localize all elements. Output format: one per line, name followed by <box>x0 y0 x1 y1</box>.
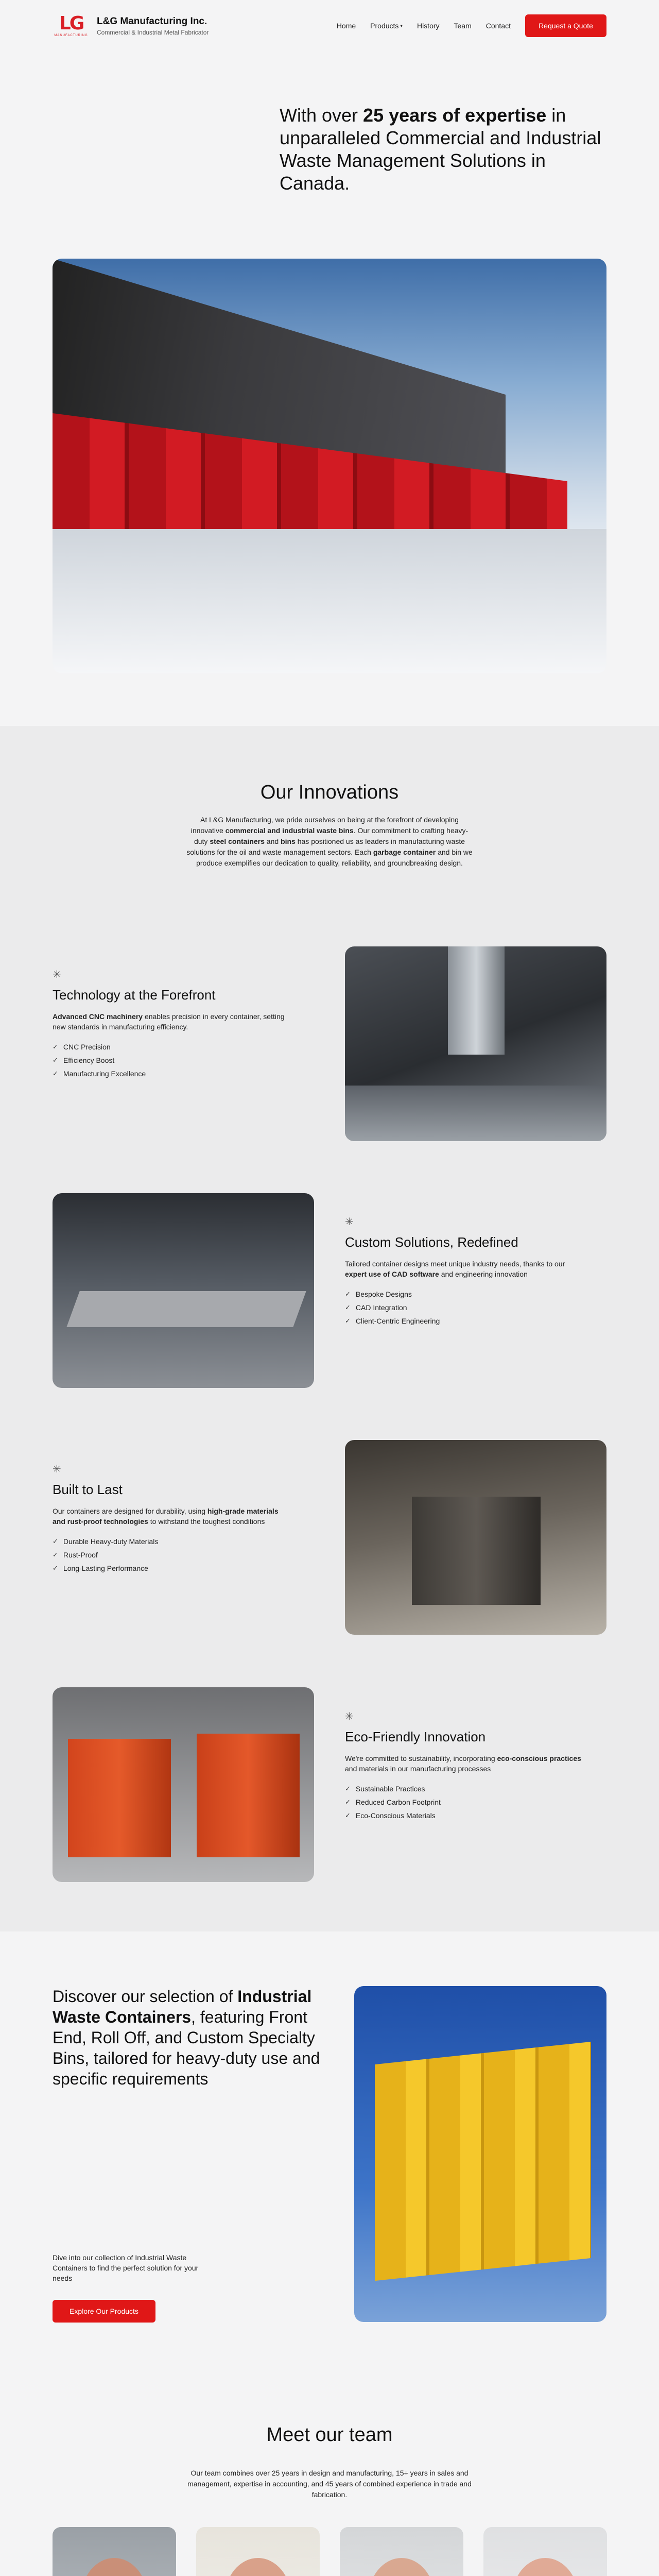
intro-bold: steel containers <box>210 837 265 845</box>
nav-history[interactable] <box>417 22 440 30</box>
feature-list <box>345 1287 582 1328</box>
orange-bins-image <box>53 1687 314 1882</box>
feature-desc-pre: Tailored container designs meet unique industry needs, thanks to our <box>345 1260 565 1268</box>
check-icon: ✓ <box>53 1070 58 1077</box>
check-icon: ✓ <box>53 1056 58 1064</box>
logo-mark: LG <box>59 13 83 34</box>
nav-contact-label: Contact <box>485 22 511 30</box>
feature-desc-bold: expert use of CAD software <box>345 1270 439 1278</box>
list-item-label: Efficiency Boost <box>63 1056 115 1064</box>
list-item <box>345 1809 582 1822</box>
list-item <box>53 1067 289 1080</box>
main-nav <box>337 14 606 37</box>
list-item <box>345 1782 582 1795</box>
nav-team[interactable] <box>454 22 472 30</box>
list-item-label: CAD Integration <box>355 1303 407 1312</box>
orange-bin-right <box>197 1734 300 1857</box>
avatar-head <box>368 2558 435 2576</box>
products-description: Dive into our collection of Industrial Waste Containers to find the perfect solution for your needs <box>53 2253 199 2282</box>
list-item-label: Client-Centric Engineering <box>355 1317 440 1325</box>
avatar <box>196 2527 320 2576</box>
feature-description <box>345 1259 582 1279</box>
hero-text-post: in unparalleled Commercial and Industrial Waste Management Solutions in Canada. <box>280 105 601 194</box>
team-intro: Our team combines over 25 years in design and manufacturing, 15+ years in sales and management, expertise in accounting, and 45 years of combined experience in trade and fabrication. <box>187 2469 472 2499</box>
hero-snow <box>53 529 606 673</box>
feature-title: Built to Last <box>53 1482 123 1497</box>
logo-subtext: MANUFACTURING <box>54 34 88 37</box>
workshop-image <box>53 1193 314 1388</box>
list-item <box>53 1054 289 1067</box>
avatar-head <box>512 2558 579 2576</box>
feature-desc-pre: We're committed to sustainability, incorporating <box>345 1754 497 1762</box>
list-item-label: Bespoke Designs <box>355 1290 412 1298</box>
products-heading <box>53 1986 320 2089</box>
feature-technology <box>53 968 289 1080</box>
orange-bin-left <box>68 1739 171 1857</box>
feature-desc-rest: to withstand the toughest conditions <box>148 1517 265 1526</box>
brand[interactable] <box>53 10 209 42</box>
feature-desc-bold: high-grade materials and rust-proof technologies <box>53 1507 279 1526</box>
brand-name: L&G Manufacturing Inc. <box>97 15 207 27</box>
workshop-table <box>66 1291 306 1327</box>
cnc-machine-image <box>345 946 606 1141</box>
innovations-title: Our Innovations <box>260 782 399 803</box>
sparkle-icon: ✳ <box>53 1464 61 1475</box>
feature-description <box>53 1506 289 1527</box>
feature-title: Eco-Friendly Innovation <box>345 1729 486 1744</box>
innovations-section <box>0 726 659 1931</box>
intro-bold: garbage container <box>373 848 436 856</box>
sparkle-icon: ✳ <box>345 1711 354 1722</box>
team-member <box>483 2527 607 2576</box>
products-heading-bold: Industrial Waste Containers <box>53 1987 312 2026</box>
feature-desc-bold: Advanced CNC machinery <box>53 1012 143 1021</box>
check-icon: ✓ <box>345 1811 351 1819</box>
feature-desc-pre: Our containers are designed for durability, using <box>53 1507 207 1515</box>
avatar-head <box>81 2558 148 2576</box>
check-icon: ✓ <box>53 1043 58 1050</box>
team-member <box>53 2527 176 2576</box>
feature-list <box>53 1040 289 1080</box>
yellow-bin <box>375 2042 591 2281</box>
feature-title: Technology at the Forefront <box>53 987 216 1003</box>
team-member <box>196 2527 320 2576</box>
list-item-label: Rust-Proof <box>63 1551 98 1559</box>
list-item <box>53 1040 289 1054</box>
list-item-label: Long-Lasting Performance <box>63 1564 148 1572</box>
check-icon: ✓ <box>345 1290 351 1298</box>
list-item-label: CNC Precision <box>63 1043 111 1051</box>
check-icon: ✓ <box>345 1317 351 1325</box>
list-item-label: Sustainable Practices <box>355 1785 425 1793</box>
sparkle-icon: ✳ <box>345 1216 354 1228</box>
list-item-label: Reduced Carbon Footprint <box>355 1798 441 1806</box>
intro-part: and bin we produce exemplifies our dedication to quality, reliability, and groundbreaking design. <box>196 848 473 867</box>
nav-home-label: Home <box>336 22 356 30</box>
request-quote-button[interactable]: Request a Quote <box>525 14 606 37</box>
list-item <box>53 1562 289 1575</box>
list-item <box>53 1535 289 1548</box>
chevron-down-icon: ▾ <box>400 23 403 28</box>
nav-contact[interactable] <box>486 22 511 30</box>
products-heading-post: , featuring Front End, Roll Off, and Custom Specialty Bins, tailored for heavy-duty use and specific requirements <box>53 2008 320 2088</box>
feature-custom <box>345 1215 582 1328</box>
logo[interactable] <box>53 10 90 42</box>
nav-team-label: Team <box>454 22 472 30</box>
yellow-bin-image <box>354 1986 606 2322</box>
feature-built-to-last <box>53 1463 289 1575</box>
feature-description <box>345 1753 582 1774</box>
check-icon: ✓ <box>345 1798 351 1806</box>
site-header <box>0 0 659 52</box>
nav-history-label: History <box>417 22 440 30</box>
avatar <box>53 2527 176 2576</box>
intro-part: . Our commitment to crafting heavy-duty <box>194 826 469 845</box>
list-item <box>345 1301 582 1314</box>
list-item <box>345 1314 582 1328</box>
check-icon: ✓ <box>53 1564 58 1572</box>
list-item <box>53 1548 289 1562</box>
sparkle-icon: ✳ <box>53 969 61 980</box>
products-heading-pre: Discover our selection of <box>53 1987 238 2006</box>
hero-text-bold: 25 years of expertise <box>363 105 547 126</box>
team-member <box>340 2527 463 2576</box>
feature-desc-rest: and engineering innovation <box>439 1270 528 1278</box>
innovations-intro <box>185 815 474 869</box>
avatar <box>340 2527 463 2576</box>
feature-list <box>53 1535 289 1575</box>
feature-desc-rest: enables precision in every container, setting new standards in manufacturing efficiency. <box>53 1012 285 1031</box>
intro-part: has positioned us as leaders in manufacturing waste solutions for the oil and waste management sectors. Each <box>186 837 465 856</box>
feature-title: Custom Solutions, Redefined <box>345 1234 518 1250</box>
explore-products-button[interactable]: Explore Our Products <box>53 2300 155 2323</box>
nav-products-label: Products <box>370 22 399 30</box>
check-icon: ✓ <box>345 1303 351 1311</box>
intro-part: At L&G Manufacturing, we pride ourselves on being at the forefront of developing innovative <box>190 816 459 835</box>
list-item-label: Manufacturing Excellence <box>63 1070 146 1078</box>
cnc-spindle <box>448 946 505 1055</box>
shop-container-image <box>345 1440 606 1635</box>
intro-bold: commercial and industrial waste bins <box>225 826 354 835</box>
shop-container <box>412 1497 541 1605</box>
cnc-bed <box>345 1086 606 1141</box>
hero-heading <box>280 104 609 195</box>
brand-tagline: Commercial & Industrial Metal Fabricator <box>97 28 209 36</box>
intro-bold: bins <box>281 837 296 845</box>
avatar-head <box>224 2558 291 2576</box>
feature-desc-rest: and materials in our manufacturing processes <box>345 1765 491 1773</box>
avatar <box>483 2527 607 2576</box>
intro-part: and <box>264 837 281 845</box>
check-icon: ✓ <box>345 1785 351 1792</box>
nav-home[interactable] <box>337 22 356 30</box>
brand-text <box>97 16 209 36</box>
hero-image <box>53 259 606 673</box>
feature-desc-bold: eco-conscious practices <box>497 1754 581 1762</box>
nav-products[interactable] <box>370 22 403 30</box>
check-icon: ✓ <box>53 1551 58 1558</box>
feature-eco <box>345 1710 582 1822</box>
feature-list <box>345 1782 582 1822</box>
feature-description <box>53 1011 289 1032</box>
list-item <box>345 1287 582 1301</box>
list-item-label: Durable Heavy-duty Materials <box>63 1537 159 1546</box>
list-item-label: Eco-Conscious Materials <box>355 1811 436 1820</box>
team-title: Meet our team <box>266 2424 393 2446</box>
list-item <box>345 1795 582 1809</box>
hero-text-pre: With over <box>280 105 363 126</box>
check-icon: ✓ <box>53 1537 58 1545</box>
